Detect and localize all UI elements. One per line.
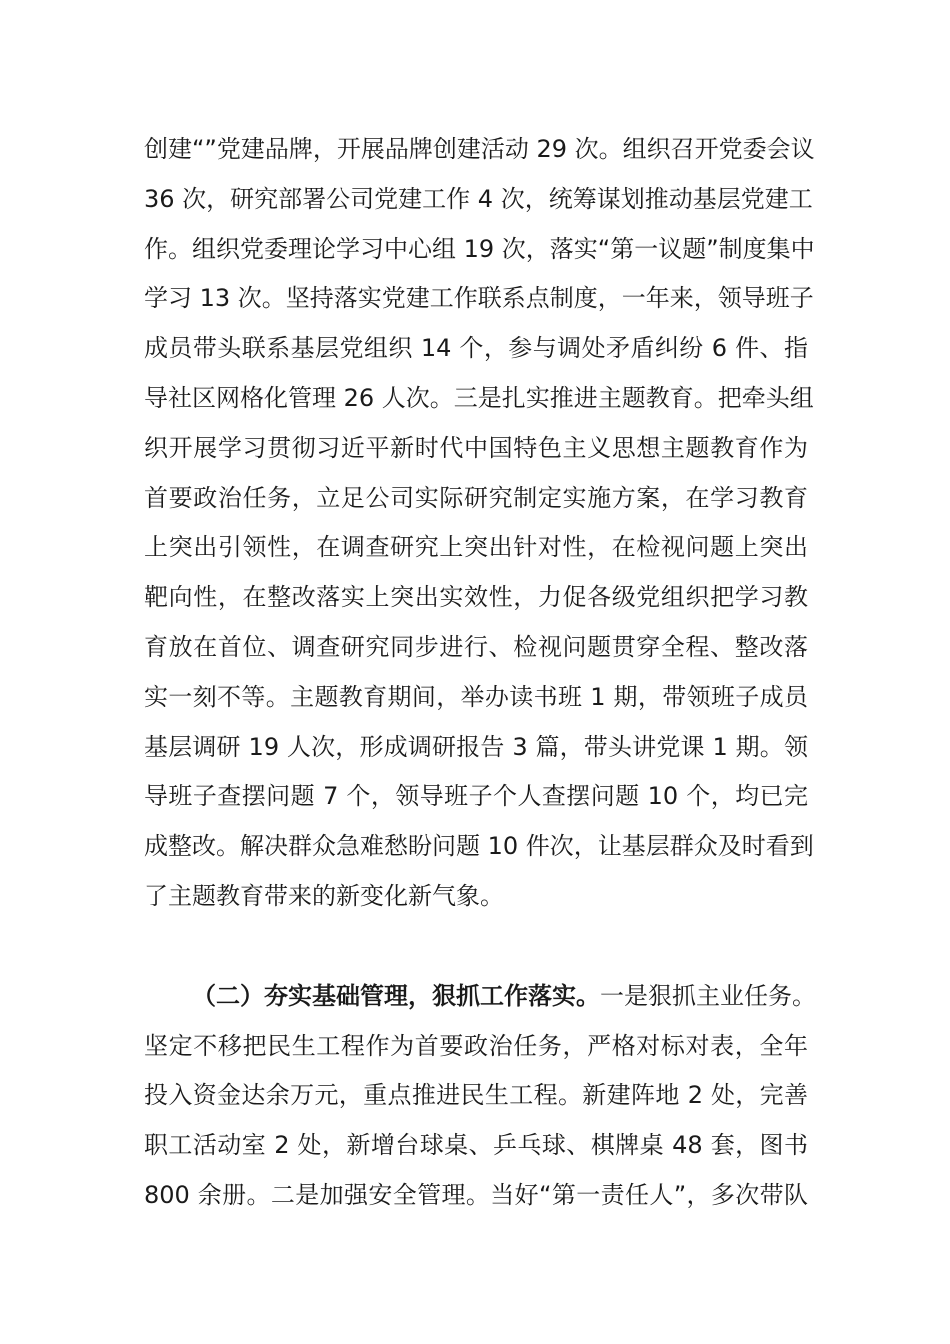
paragraph-spacer bbox=[144, 922, 808, 972]
text-line: 800 余册。二是加强安全管理。当好“第一责任人”，多次带队 bbox=[144, 1180, 808, 1209]
text-line: 织开展学习贯彻习近平新时代中国特色主义思想主题教育作为 bbox=[144, 433, 808, 462]
text-line: 坚定不移把民生工程作为首要政治任务，严格对标对表，全年 bbox=[144, 1031, 808, 1060]
text-line: 实一刻不等。主题教育期间，举办读书班 1 期，带领班子成员 bbox=[144, 682, 808, 711]
document-body bbox=[144, 125, 816, 1221]
text-line: 创建“”党建品牌，开展品牌创建活动 29 次。组织召开党委会议 bbox=[144, 135, 815, 163]
text-line: 了主题教育带来的新变化新气象。 bbox=[144, 881, 504, 910]
section-heading: （二）夯实基础管理，狠抓工作落实。 bbox=[192, 981, 600, 1010]
text-line: 成员带头联系基层党组织 14 个，参与调处矛盾纠纷 6 件、指 bbox=[144, 334, 808, 363]
text-line: 导班子查摆问题 7 个，领导班子个人查摆问题 10 个，均已完 bbox=[144, 782, 808, 811]
text-line: 36 次，研究部署公司党建工作 4 次，统筹谋划推动基层党建工 bbox=[144, 184, 813, 213]
text-line: 育放在首位、调查研究同步进行、检视问题贯穿全程、整改落 bbox=[144, 632, 808, 661]
text-line: 导社区网格化管理 26 人次。三是扎实推进主题教育。把牵头组 bbox=[144, 383, 814, 412]
text-line: 上突出引领性，在调查研究上突出针对性，在检视问题上突出 bbox=[144, 533, 808, 562]
text-line: 基层调研 19 人次，形成调研报告 3 篇，带头讲党课 1 期。领 bbox=[144, 732, 808, 761]
heading-continuation: 一是狠抓主业任务。 bbox=[600, 981, 816, 1010]
text-line: 职工活动室 2 处，新增台球桌、乒乓球、棋牌桌 48 套，图书 bbox=[144, 1131, 808, 1160]
text-line: 靶向性，在整改落实上突出实效性，力促各级党组织把学习教 bbox=[144, 583, 808, 612]
paragraph-1 bbox=[144, 125, 815, 922]
text-line: 成整改。解决群众急难愁盼问题 10 件次，让基层群众及时看到 bbox=[144, 832, 814, 861]
text-line: 首要政治任务，立足公司实际研究制定实施方案，在学习教育 bbox=[144, 483, 808, 512]
paragraph-2-first-line bbox=[144, 972, 816, 1022]
text-line: 作。组织党委理论学习中心组 19 次，落实“第一议题”制度集中 bbox=[144, 234, 815, 263]
text-line: 学习 13 次。坚持落实党建工作联系点制度，一年来，领导班子 bbox=[144, 284, 814, 313]
text-line: 投入资金达余万元，重点推进民生工程。新建阵地 2 处，完善 bbox=[144, 1081, 808, 1110]
paragraph-2 bbox=[144, 972, 816, 1221]
